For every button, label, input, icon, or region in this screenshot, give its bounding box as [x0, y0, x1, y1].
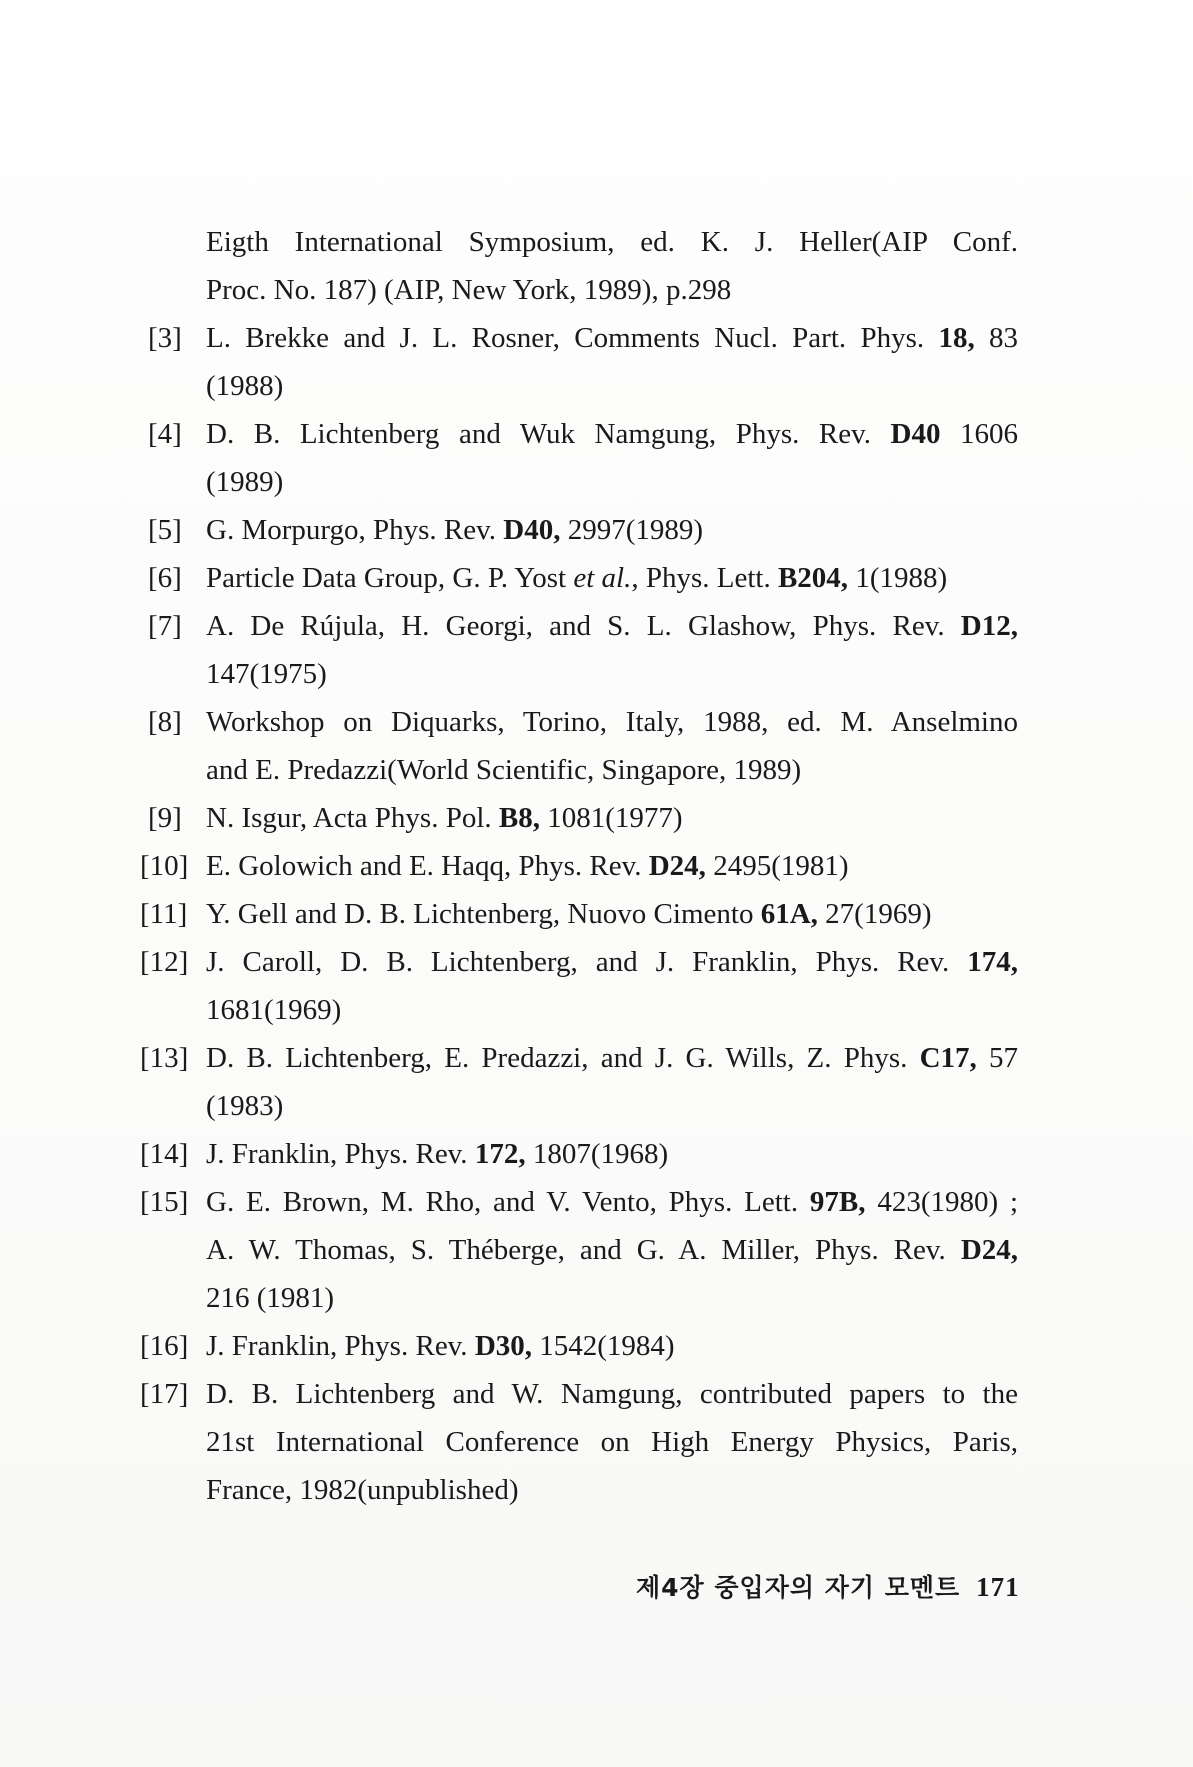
reference-item	[148, 602, 1018, 698]
reference-text: D. B. Lichtenberg and W. Namgung, contributed papers to the	[206, 1378, 1018, 1410]
reference-volume: B204,	[777, 562, 849, 594]
reference-volume: B8,	[498, 802, 540, 834]
reference-text: 1807(1968)	[532, 1138, 669, 1170]
reference-text: G. Morpurgo, Phys. Rev.	[206, 514, 497, 546]
reference-item	[140, 1034, 1019, 1130]
reference-text: Proc. No. 187) (AIP, New York, 1989), p.298	[206, 274, 732, 306]
reference-item	[148, 554, 1018, 602]
reference-item	[140, 1370, 1018, 1514]
page-number: 171	[976, 1572, 1020, 1602]
reference-item	[140, 1178, 1019, 1322]
reference-text: Y. Gell and D. B. Lichtenberg, Nuovo Cimento	[206, 898, 754, 930]
reference-number: [15]	[140, 1186, 189, 1218]
reference-number: [5]	[148, 514, 182, 546]
reference-text: Particle Data Group, G. P. Yost	[206, 562, 567, 594]
reference-item	[140, 1130, 1018, 1178]
reference-text: 216 (1981)	[206, 1282, 335, 1314]
reference-item	[140, 890, 1018, 938]
reference-text: D. B. Lichtenberg, E. Predazzi, and J. G. Wills, Z. Phys.	[206, 1042, 908, 1074]
reference-number: [11]	[140, 898, 188, 930]
reference-text: 147(1975)	[206, 658, 327, 690]
reference-text: L. Brekke and J. L. Rosner, Comments Nucl. Part. Phys.	[206, 322, 925, 354]
reference-number: [7]	[148, 610, 182, 642]
reference-volume: 18,	[938, 322, 975, 354]
reference-text: 21st International Conference on High Energy Physics, Paris,	[206, 1426, 1018, 1458]
reference-number: [4]	[148, 418, 182, 450]
page-footer	[636, 1568, 1020, 1604]
reference-number: [12]	[140, 946, 189, 978]
reference-number: [9]	[148, 802, 182, 834]
reference-item	[140, 842, 1018, 890]
reference-italic: et al.	[573, 562, 632, 594]
reference-text: Workshop on Diquarks, Torino, Italy, 1988, ed. M. Anselmino	[206, 706, 1018, 738]
reference-item	[140, 1322, 1018, 1370]
reference-text: 1542(1984)	[539, 1330, 675, 1362]
reference-volume: C17,	[919, 1042, 977, 1074]
reference-volume: D30,	[474, 1330, 533, 1362]
reference-number: [17]	[140, 1378, 189, 1410]
reference-list	[140, 218, 1019, 1514]
reference-volume: D12,	[960, 610, 1018, 642]
reference-text: , Phys. Lett.	[631, 562, 771, 594]
reference-text: France, 1982(unpublished)	[206, 1474, 519, 1506]
reference-text: A. De Rújula, H. Georgi, and S. L. Glashow, Phys. Rev.	[206, 610, 945, 642]
reference-number: [3]	[148, 322, 182, 354]
reference-volume: D40	[890, 418, 941, 450]
reference-text: A. W. Thomas, S. Théberge, and G. A. Miller, Phys. Rev.	[206, 1234, 946, 1266]
reference-number: [6]	[148, 562, 182, 594]
reference-text: 1606	[960, 418, 1018, 450]
reference-number: [13]	[140, 1042, 189, 1074]
chapter-title: 제4장 중입자의 자기 모멘트	[636, 1573, 961, 1602]
reference-text: (1989)	[206, 466, 284, 498]
reference-text: D. B. Lichtenberg and Wuk Namgung, Phys. Rev.	[206, 418, 871, 450]
reference-text: 2997(1989)	[567, 514, 704, 546]
reference-text: 1081(1977)	[547, 802, 683, 834]
reference-text: 1681(1969)	[206, 994, 342, 1026]
reference-text: Eigth International Symposium, ed. K. J. Heller(AIP Conf.	[206, 226, 1018, 258]
reference-item	[148, 506, 1018, 554]
reference-text: J. Franklin, Phys. Rev.	[206, 1330, 468, 1362]
reference-number: [16]	[140, 1330, 189, 1362]
reference-continuation	[198, 218, 1018, 314]
reference-text: 57	[989, 1042, 1019, 1074]
reference-item	[148, 410, 1018, 506]
reference-text: N. Isgur, Acta Phys. Pol.	[206, 802, 492, 834]
reference-item	[148, 314, 1019, 410]
reference-text: 27(1969)	[825, 898, 932, 930]
reference-text: J. Caroll, D. B. Lichtenberg, and J. Franklin, Phys. Rev.	[206, 946, 950, 978]
reference-item	[148, 794, 1018, 842]
reference-volume: 174,	[967, 946, 1018, 978]
reference-volume: 97B,	[809, 1186, 866, 1218]
reference-volume: 61A,	[760, 898, 818, 930]
reference-text: 423(1980) ;	[877, 1186, 1018, 1218]
reference-text: (1983)	[206, 1090, 284, 1122]
reference-text: G. E. Brown, M. Rho, and V. Vento, Phys. Lett.	[206, 1186, 799, 1218]
reference-text: 83	[989, 322, 1019, 354]
reference-volume: 172,	[474, 1138, 526, 1170]
reference-item	[140, 938, 1018, 1034]
reference-number: [8]	[148, 706, 182, 738]
reference-number: [14]	[140, 1138, 189, 1170]
reference-text: (1988)	[206, 370, 284, 402]
reference-number: [10]	[140, 850, 189, 882]
reference-item	[148, 698, 1018, 794]
reference-volume: D24,	[648, 850, 706, 882]
reference-volume: D24,	[960, 1234, 1019, 1266]
reference-text: and E. Predazzi(World Scientific, Singapore, 1989)	[206, 754, 802, 786]
reference-text: 2495(1981)	[713, 850, 849, 882]
reference-text: 1(1988)	[855, 562, 948, 594]
reference-text: J. Franklin, Phys. Rev.	[206, 1138, 468, 1170]
reference-text: E. Golowich and E. Haqq, Phys. Rev.	[206, 850, 642, 882]
reference-volume: D40,	[503, 514, 561, 546]
